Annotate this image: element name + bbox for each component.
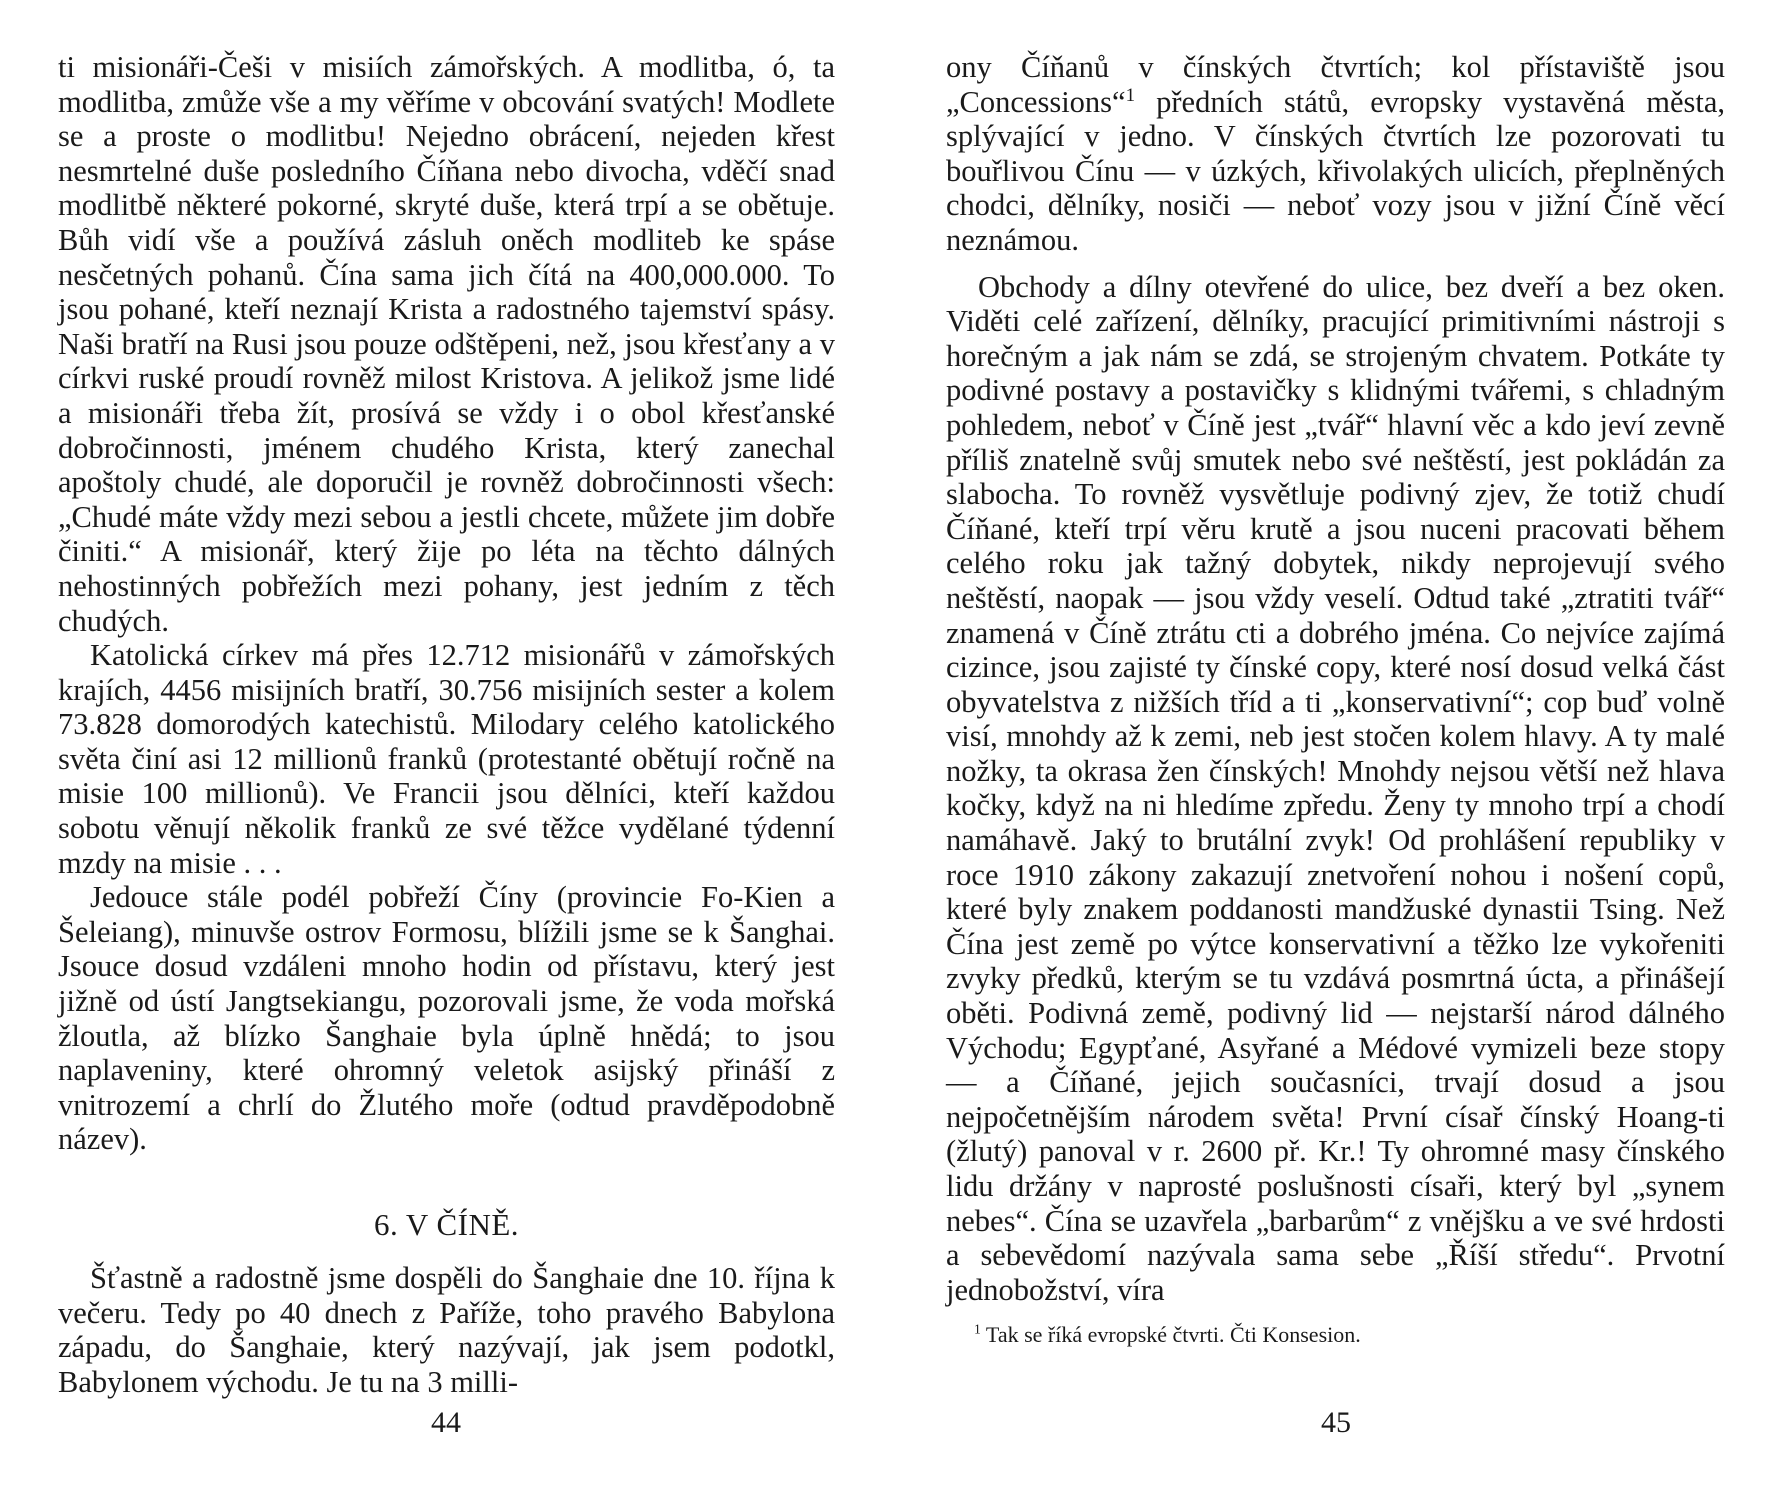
paragraph-text: ony Číňanů v čínských čtvrtích; kol přístaviště jsou „Concessions“ [946, 50, 1725, 119]
footnote-number: 1 [974, 1322, 981, 1338]
paragraph-text: předních států, evropsky vystavěná města, splývající v jedno. V čínských čtvrtích lze pozorovati tu bouřlivou Čínu — v úzkých, křivolakých ulicích, přeplněných chodci, dělníky, nosiči — neboť vozy jsou v jižní Číně věcí neznámou. [946, 84, 1725, 257]
page-number-right: 45 [1321, 1406, 1351, 1439]
paragraph: Jedouce stále podél pobřeží Číny (provincie Fo-Kien a Šeleiang), minuvše ostrov Formosu, blížili jsme se k Šanghai. Jsouce dosud vzdáleni mnoho hodin od přístavu, který jest jižně od ústí Jangtsekiangu, pozorovali jsme, že voda mořská žloutla, až blízko Šanghaie byla úplně hnědá; to jsou naplaveniny, které ohromný veletok asijský přináší z vnitrozemí a chrlí do Žlutého moře (odtud pravděpodobně název). [58, 880, 835, 1157]
footnote-text: Tak se říká evropské čtvrti. Čti Konsesion. [980, 1322, 1361, 1348]
page-number-left: 44 [431, 1406, 461, 1439]
paragraph: Katolická církev má přes 12.712 misionářů v zámořských krajích, 4456 misijních bratří, 30.756 misijních sester a kolem 73.828 domorodých katechistů. Milodary celého katolického světa činí asi 12 millionů franků (protestanté obětují ročně na misie 100 millionů). Ve Francii jsou dělníci, kteří každou sobotu věnují několik franků ze své těžce vydělané týdenní mzdy na misie . . . [58, 638, 835, 880]
footnote-reference: 1 [1125, 84, 1136, 106]
paragraph: ti misionáři-Češi v misiích zámořských. A modlitba, ó, ta modlitba, zmůže vše a my věříme v obcování svatých! Modlete se a proste o modlitbu! Nejedno obrácení, nejeden křest nesmrtelné duše posledního Číňana nebo divocha, vděčí snad modlitbě některé pokorné, skryté duše, která trpí a se obětuje. Bůh vidí vše a používá zásluh oněch modliteb ke spáse nesčetných pohanů. Čína sama jich čítá na 400,000.000. To jsou pohané, kteří neznají Krista a radostného tajemství spásy. Naši bratří na Rusi jsou pouze odštěpeni, než, jsou křesťany a v církvi ruské proudí rovněž milost Kristova. A jelikož jsme lidé a misionáři třeba žít, prosívá se vždy i o obol křesťanské dobročinnosti, jménem chudého Krista, který zanechal apoštoly chudé, ale doporučil je rovněž dobročinnosti všech: „Chudé máte vždy mezi sebou a jestli chcete, můžete jim dobře činiti.“ A misionář, který žije po léta na těchto dálných nehostinných pobřežích mezi pohany, jest jedním z těch chudých. [58, 50, 835, 638]
paragraph: Šťastně a radostně jsme dospěli do Šanghaie dne 10. října k večeru. Tedy po 40 dnech z Paříže, toho pravého Babylona západu, do Šanghaie, který nazývají, jak jsem podotkl, Babylonem východu. Je tu na 3 milli- [58, 1261, 835, 1399]
right-page [946, 50, 1725, 1349]
chapter-heading: 6. V ČÍNĚ. [373, 1207, 520, 1242]
paragraph [946, 50, 1725, 258]
paragraph: Obchody a dílny otevřené do ulice, bez dveří a bez oken. Viděti celé zařízení, dělníky, pracující primitivními nástroji s horečným a jak nám se zdá, se strojeným chvatem. Potkáte ty podivné postavy a postavičky s klidnými tvářemi, s chladným pohledem, neboť v Číně jest „tvář“ hlavní věc a kdo jeví zevně příliš znatelně svůj smutek nebo své neštěstí, jest pokládán za slabocha. To rovněž vysvětluje podivný zjev, že totiž chudí Číňané, kteří trpí věru krutě a jsou nuceni pracovati během celého roku jak tažný dobytek, nikdy neprojevují svého neštěstí, naopak — jsou vždy veselí. Odtud také „ztratiti tvář“ znamená v Číně ztrátu cti a dobrého jména. Co nejvíce zajímá cizince, jsou zajisté ty čínské copy, které nosí dosud velká část obyvatelstva z nižších tříd a ti „konservativní“; cop buď volně visí, mnohdy až k zemi, neb jest stočen kolem hlavy. A ty malé nožky, ta okrasa žen čínských! Mnohdy nejsou větší než hlava kočky, když na ni hledíme zpředu. Ženy ty mnoho trpí a chodí namáhavě. Jaký to brutální zvyk! Od prohlášení republiky v roce 1910 zákony zakazují znetvoření nohou i nošení copů, které byly znakem poddanosti mandžuské dynastii Tsing. Než Čína jest země po výtce konservativní a těžko lze vykořeniti zvyky předků, kterým se tu vzdává posmrtná úcta, a přinášejí oběti. Podivná země, podivný lid — nejstarší národ dálného Východu; Egypťané, Asyřané a Médové vymizeli beze stopy — a Číňané, jejich současníci, trvají dosud a jsou nejpočetnějším národem světa! První císař čínský Hoang-ti (žlutý) panoval v r. 2600 př. Kr.! Ty ohromné masy čínského lidu držány v naprosté poslušnosti císaři, který byl „synem nebes“. Čína se uzavřela „barbarům“ z vnějšku a ve své hrdosti a sebevědomí nazývala sama sebe „Říší středu“. Prvotní jednobožství, víra [946, 269, 1725, 1307]
footnote [946, 1321, 1725, 1349]
left-page [58, 50, 835, 1399]
